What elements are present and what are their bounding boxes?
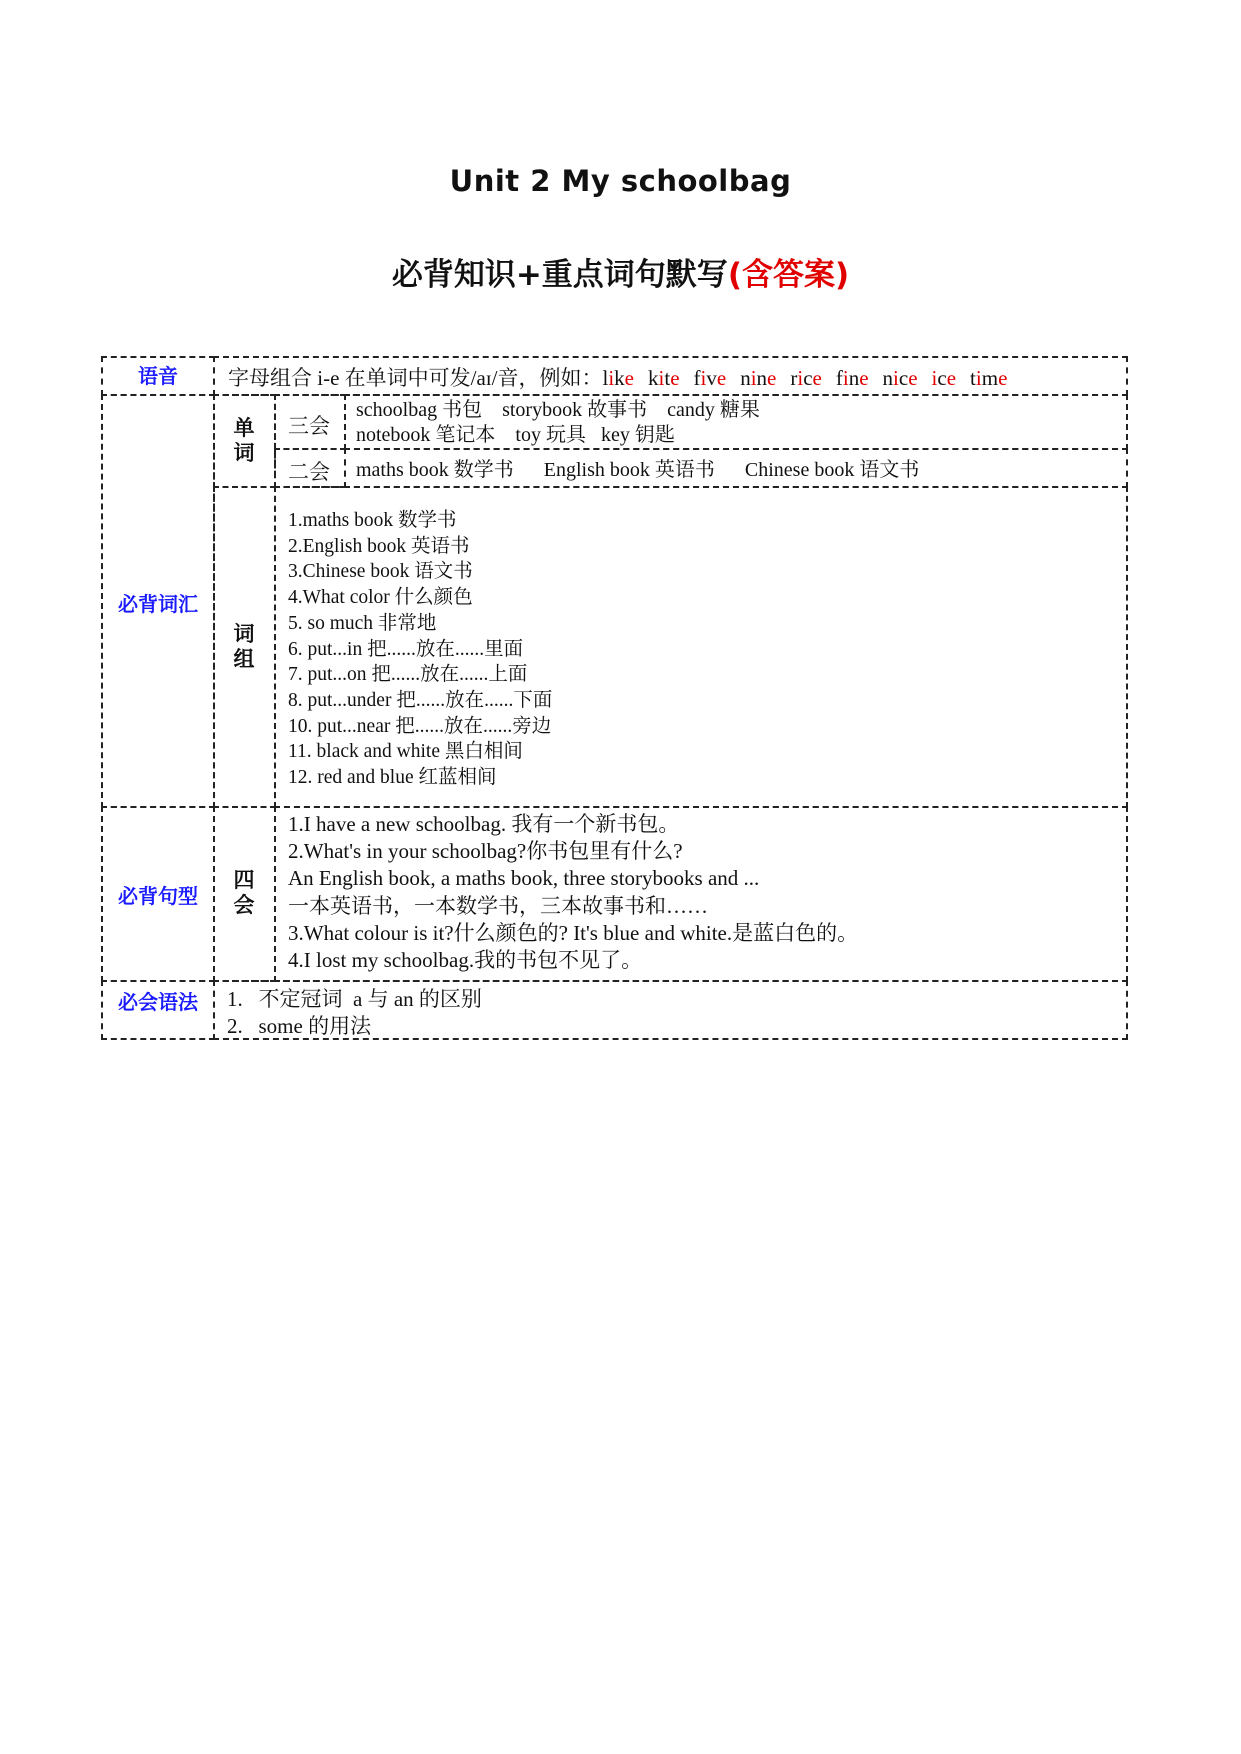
phonics-label-cell <box>101 356 215 396</box>
phrase-item: 3.Chinese book 语文书 <box>288 561 473 583</box>
phrase-item: 11. black and white 黑白相间 <box>288 741 523 763</box>
vocab-label: 必背词汇 <box>118 592 198 616</box>
sentence-line: An English book, a maths book, three storybooks and ... <box>288 866 760 891</box>
page-subtitle <box>0 249 1241 294</box>
phonics-word: five <box>693 366 727 390</box>
phrase-item: 10. put...near 把......放在......旁边 <box>288 715 552 737</box>
erhui-words-cell <box>344 448 1128 488</box>
phrase-item: 7. put...on 把......放在......上面 <box>288 664 528 686</box>
grammar-line: 2. some 的用法 <box>227 1014 372 1038</box>
sentences-label-cell <box>101 806 215 982</box>
grammar-cell <box>213 980 1128 1040</box>
erhui-words: maths book 数学书 English book 英语书 Chinese book 语文书 <box>356 459 920 481</box>
sentences-list <box>288 811 858 974</box>
phonics-word: nice <box>882 366 918 390</box>
phrase-item: 6. put...in 把......放在......里面 <box>288 638 524 660</box>
grammar-list <box>227 986 482 1040</box>
phonics-word: kite <box>648 366 680 390</box>
sentences-sub-label-cell <box>213 806 276 982</box>
phonics-word: fine <box>835 366 869 390</box>
sentences-sub-label: 四 会 <box>233 868 255 917</box>
sanhui-words <box>356 398 760 448</box>
phonics-label: 语音 <box>138 364 178 388</box>
phrase-item: 2.English book 英语书 <box>288 535 470 557</box>
phonics-word: time <box>970 366 1008 390</box>
phonics-text: 字母组合 i-e 在单词中可发/aɪ/音，例如：like kite five nine rice fine nice ice time <box>228 362 1021 392</box>
sentence-line: 2.What's in your schoolbag?你书包里有什么? <box>288 839 683 864</box>
phonics-word: ice <box>931 366 957 390</box>
words-label: 单 词 <box>233 416 255 465</box>
sentence-line: 3.What colour is it?什么颜色的? It's blue and white.是蓝白色的。 <box>288 920 859 945</box>
grammar-label-cell <box>101 980 215 1040</box>
phrases-label-cell <box>213 486 276 808</box>
sanhui-words-cell <box>344 394 1128 450</box>
phrase-item: 5. so much 非常地 <box>288 612 437 634</box>
phrase-item: 4.What color 什么颜色 <box>288 587 473 609</box>
subtitle-answer-note: (含答案) <box>727 257 850 293</box>
phonics-word: rice <box>790 366 822 390</box>
sentence-line: 一本英语书，一本数学书，三本故事书和…… <box>288 893 708 918</box>
sanhui-label: 三会 <box>288 414 330 438</box>
phonics-word: like <box>602 366 634 390</box>
phonics-word: nine <box>740 366 777 390</box>
sentence-line: 4.I lost my schoolbag.我的书包不见了。 <box>288 948 643 973</box>
grammar-line: 1. 不定冠词 a 与 an 的区别 <box>227 987 482 1011</box>
sentences-label: 必背句型 <box>118 884 198 908</box>
subtitle-main: 必背知识+重点词句默写 <box>391 257 728 293</box>
words-label-cell <box>213 394 276 488</box>
phrases-label: 词 组 <box>233 622 255 671</box>
phrase-item: 8. put...under 把......放在......下面 <box>288 689 553 711</box>
phrase-item: 12. red and blue 红蓝相间 <box>288 767 497 789</box>
grammar-label: 必会语法 <box>118 990 198 1014</box>
phonics-example-words <box>602 366 1021 390</box>
sanhui-line: schoolbag 书包 storybook 故事书 candy 糖果 <box>356 399 760 421</box>
sanhui-label-cell <box>274 394 346 450</box>
phonics-content-cell <box>213 356 1128 396</box>
sentences-cell <box>274 806 1128 982</box>
phrases-cell <box>274 486 1128 808</box>
sanhui-line: notebook 笔记本 toy 玩具 key 钥匙 <box>356 424 675 446</box>
page-title: Unit 2 My schoolbag <box>449 164 792 198</box>
erhui-label: 二会 <box>288 460 330 484</box>
vocab-label-cell <box>101 394 215 808</box>
phrases-list <box>288 508 552 791</box>
sentence-line: 1.I have a new schoolbag. 我有一个新书包。 <box>288 812 680 836</box>
phrase-item: 1.maths book 数学书 <box>288 510 457 531</box>
erhui-label-cell <box>274 448 346 488</box>
